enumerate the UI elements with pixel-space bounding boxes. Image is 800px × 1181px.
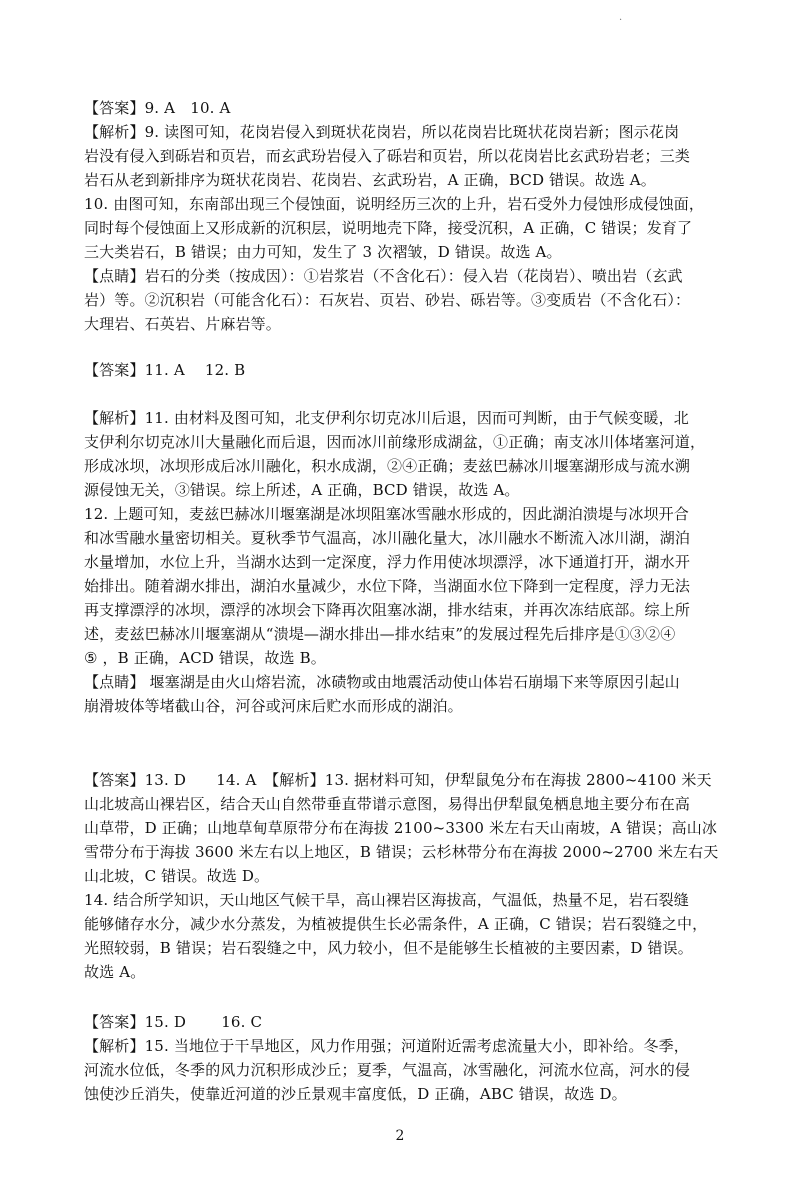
text-line: 岩没有侵入到砾岩和页岩，而玄武玢岩侵入了砾岩和页岩，所以花岗岩比玄武玢岩老；三类 xyxy=(84,147,691,165)
text-line: 述，麦兹巴赫冰川堰塞湖从“溃堤—湖水排出—排水结束”的发展过程先后排序是①③②④ xyxy=(84,625,676,643)
text-line: 形成冰坝，冰坝形成后冰川融化，积水成湖，②④正确；麦兹巴赫冰川堰塞湖形成与流水溯 xyxy=(84,457,691,475)
header-mark: . xyxy=(619,12,623,23)
text-line: 故选 A。 xyxy=(84,963,146,981)
text-line: 支伊利尔切克冰川大量融化而后退，因而冰川前缘形成湖盆，①正确；南支冰川体堵塞河道， xyxy=(84,433,706,451)
text-line: 【答案】13. D 14. A 【解析】13. 据材料可知，伊犁鼠兔分布在海拔 2800~4100 米天 xyxy=(84,771,712,789)
text-line: 山草带，D 正确；山地草甸草原带分布在海拔 2100~3300 米左右天山南坡，A 错误；高山冰 xyxy=(84,819,718,837)
text-line: 【答案】11. A 12. B xyxy=(84,361,246,379)
text-line: 光照较弱，B 错误；岩石裂缝之中，风力较小，但不是能够生长植被的主要因素，D 错误。 xyxy=(84,939,693,957)
text-line: 12. 上题可知，麦兹巴赫冰川堰塞湖是冰坝阻塞冰雪融水形成的，因此湖泊溃堤与冰坝开合 xyxy=(84,505,689,523)
text-line: 岩）等。②沉积岩（可能含化石）：石灰岩、页岩、砂岩、砾岩等。③变质岩（不含化石）： xyxy=(84,291,691,309)
text-line: 山北坡高山裸岩区，结合天山自然带垂直带谱示意图，易得出伊犁鼠兔栖息地主要分布在高 xyxy=(84,795,691,813)
text-line: 岩石从老到新排序为斑状花岗岩、花岗岩、玄武玢岩，A 正确，BCD 错误。故选 A。 xyxy=(84,171,656,189)
text-line: 【点睛】 堰塞湖是由火山熔岩流，冰碛物或由地震活动使山体岩石崩塌下来等原因引起山 xyxy=(84,673,680,691)
text-line: 再支撑漂浮的冰坝，漂浮的冰坝会下降再次阻塞冰湖，排水结束，并再次冻结底部。综上所 xyxy=(84,601,691,619)
text-line: 【点睛】岩石的分类（按成因）：①岩浆岩（不含化石）：侵入岩（花岗岩）、喷出岩（玄武 xyxy=(84,267,683,285)
text-line: 同时每个侵蚀面上又形成新的沉积层，说明地壳下降，接受沉积，A 正确，C 错误；发育了 xyxy=(84,219,693,237)
text-line: 【答案】9. A 10. A xyxy=(84,99,231,117)
text-line: 始排出。随着湖水排出，湖泊水量减少，水位下降，当湖面水位下降到一定程度，浮力无法 xyxy=(84,577,691,595)
text-line: 山北坡，C 错误。故选 D。 xyxy=(84,867,270,885)
text-line: 【解析】11. 由材料及图可知，北支伊利尔切克冰川后退，因而可判断，由于气候变暖，北 xyxy=(84,409,689,427)
text-line: 10. 由图可知，东南部出现三个侵蚀面，说明经历三次的上升，岩石受外力侵蚀形成侵蚀面， xyxy=(84,195,705,213)
text-line: 源侵蚀无关，③错误。综上所述，A 正确，BCD 错误，故选 A。 xyxy=(84,481,520,499)
text-line: ⑤ ，B 正确，ACD 错误，故选 B。 xyxy=(84,649,326,667)
text-line: 崩滑坡体等堵截山谷，河谷或河床后贮水而形成的湖泊。 xyxy=(84,697,463,715)
text-line: 三大类岩石，B 错误；由力可知，发生了 3 次褶皱，D 错误。故选 A。 xyxy=(84,243,562,261)
text-line: 和冰雪融水量密切相关。夏秋季节气温高，冰川融化量大，冰川融水不断流入冰川湖，湖泊 xyxy=(84,529,691,547)
text-line: 河流水位低，冬季的风力沉积形成沙丘；夏季，气温高，冰雪融化，河流水位高，河水的侵 xyxy=(84,1061,691,1079)
text-line: 水量增加，水位上升，当湖水达到一定深度，浮力作用使冰坝漂浮，冰下通道打开，湖水开 xyxy=(84,553,691,571)
text-line: 能够储存水分，减少水分蒸发，为植被提供生长必需条件，A 正确，C 错误；岩石裂缝之中， xyxy=(84,915,708,933)
text-line: 雪带分布于海拔 3600 米左右以上地区，B 错误；云杉林带分布在海拔 2000~2700 米左右天 xyxy=(84,843,719,861)
text-line: 14. 结合所学知识，天山地区气候干旱，高山裸岩区海拔高，气温低，热量不足，岩石裂缝 xyxy=(84,891,689,909)
text-line: 蚀使沙丘消失，使靠近河道的沙丘景观丰富度低，D 正确，ABC 错误，故选 D。 xyxy=(84,1085,627,1103)
text-line: 大理岩、石英岩、片麻岩等。 xyxy=(84,315,281,333)
text-line: 【解析】15. 当地位于干旱地区，风力作用强；河道附近需考虑流量大小，即补给。冬季， xyxy=(84,1037,689,1055)
page-number: 2 xyxy=(395,1128,405,1144)
text-line: 【解析】9. 读图可知，花岗岩侵入到斑状花岗岩，所以花岗岩比斑状花岗岩新；图示花岗 xyxy=(84,123,680,141)
text-line: 【答案】15. D 16. C xyxy=(84,1013,263,1031)
